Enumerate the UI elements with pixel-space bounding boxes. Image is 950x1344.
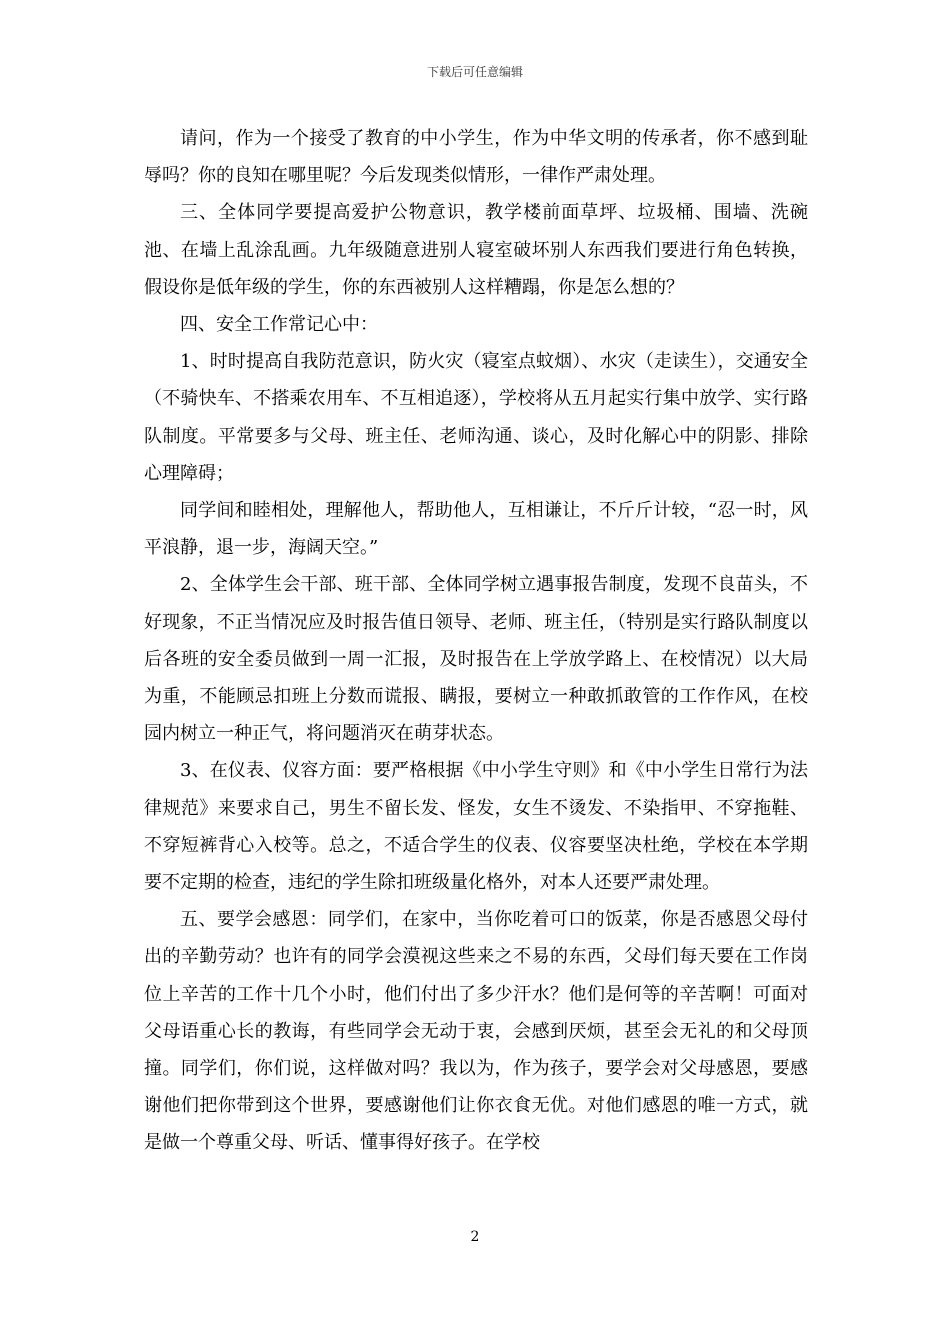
paragraph: 2、全体学生会干部、班干部、全体同学树立遇事报告制度，发现不良苗头，不好现象，不正当情况应及时报告值日领导、老师、班主任，（特别是实行路队制度以后各班的安全委员做到一周一汇报，及时报告在上学放学路上、在校情况）以大局为重，不能顾忌扣班上分数而谎报、瞒报，要树立一种敢抓敢管的工作作风，在校园内树立一种正气，将问题消灭在萌芽状态。 (144, 574, 808, 745)
page-header: 下载后可任意编辑 (426, 65, 523, 79)
paragraph: 四、安全工作常记心中： (180, 314, 378, 336)
paragraph: 3、在仪表、仪容方面：要严格根据《中小学生守则》和《中小学生日常行为法律规范》来要求自己，男生不留长发、怪发，女生不烫发、不染指甲、不穿拖鞋、不穿短裤背心入校等。总之，不适合学生的仪表、仪容要坚决杜绝，学校在本学期要不定期的检查，违纪的学生除扣班级量化格外，对本人还要严肃处理。 (144, 760, 808, 894)
paragraph: 三、全体同学要提高爱护公物意识，教学楼前面草坪、垃圾桶、围墙、洗碗池、在墙上乱涂乱画。九年级随意进别人寝室破坏别人东西我们要进行角色转换，假设你是低年级的学生，你的东西被别人这样糟蹋，你是怎么想的？ (144, 202, 808, 298)
paragraph: 五、要学会感恩：同学们，在家中，当你吃着可口的饭菜，你是否感恩父母付出的辛勤劳动？也许有的同学会漠视这些来之不易的东西，父母们每天要在工作岗位上辛苦的工作十几个小时，他们付出了多少汗水？他们是何等的辛苦啊！可面对父母语重心长的教诲，有些同学会无动于衷，会感到厌烦，甚至会无礼的和父母顶撞。同学们，你们说，这样做对吗？我以为，作为孩子，要学会对父母感恩，要感谢他们把你带到这个世界，要感谢他们让你衣食无优。对他们感恩的唯一方式，就是做一个尊重父母、听话、懂事得好孩子。在学校 (144, 909, 808, 1154)
paragraph: 请问，作为一个接受了教育的中小学生，作为中华文明的传承者，你不感到耻辱吗？你的良知在哪里呢？今后发现类似情形，一律作严肃处理。 (144, 128, 808, 187)
page-number: 2 (470, 1229, 480, 1245)
document-body (144, 120, 808, 1162)
paragraph: 同学间和睦相处，理解他人，帮助他人，互相谦让，不斤斤计较，“忍一时，风平浪静，退一步，海阔天空。” (144, 500, 808, 559)
paragraph: 1、时时提高自我防范意识，防火灾（寝室点蚊烟）、水灾（走读生），交通安全（不骑快车、不搭乘农用车、不互相追逐），学校将从五月起实行集中放学、实行路队制度。平常要多与父母、班主任、老师沟通、谈心，及时化解心中的阴影、排除心理障碍； (144, 351, 808, 484)
